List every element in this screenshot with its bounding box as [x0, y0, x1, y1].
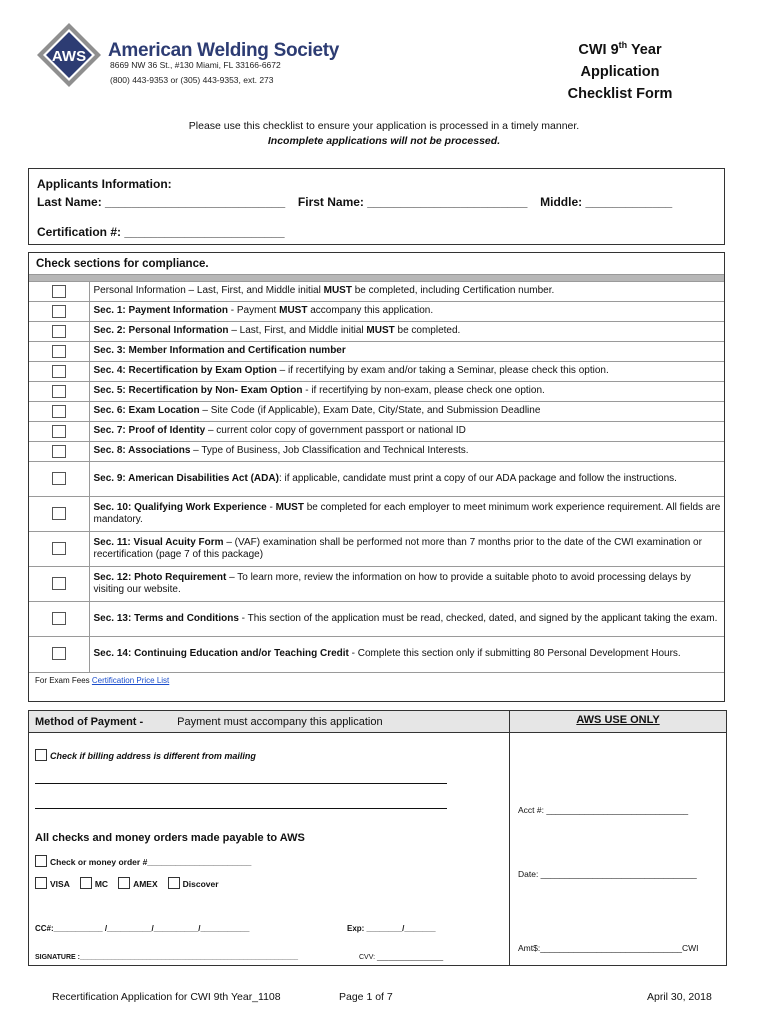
aws-use-heading: AWS USE ONLY — [510, 711, 726, 733]
checklist-row — [29, 302, 724, 322]
billing-checkbox[interactable] — [35, 749, 47, 761]
checklist-item-text: Sec. 10: Qualifying Work Experience - MUST be completed for each employer to meet minimum work experience requirement. All fields are mandatory. — [89, 497, 724, 532]
billing-line-1[interactable] — [35, 783, 447, 784]
checklist-item-text: Sec. 7: Proof of Identity – current color copy of government passport or national ID — [89, 422, 724, 442]
middle-name-field[interactable]: Middle: _____________ — [540, 195, 673, 209]
payment-method-panel — [29, 711, 509, 965]
compliance-checkbox[interactable] — [52, 285, 66, 298]
checklist-row — [29, 422, 724, 442]
org-phone: (800) 443-9353 or (305) 443-9353, ext. 273 — [110, 75, 274, 85]
checklist-row — [29, 567, 724, 602]
applicant-info-box — [28, 168, 725, 245]
checklist-row — [29, 402, 724, 422]
compliance-checkbox[interactable] — [52, 325, 66, 338]
footer-date: April 30, 2018 — [647, 991, 712, 1003]
checklist-item-text: Sec. 14: Continuing Education and/or Teaching Credit - Complete this section only if submitting 80 Personal Development Hours. — [89, 637, 724, 672]
card-checkbox[interactable] — [35, 877, 47, 889]
compliance-checkbox[interactable] — [52, 647, 66, 660]
card-option-mc[interactable]: MC — [80, 879, 108, 889]
card-checkbox[interactable] — [80, 877, 92, 889]
compliance-checkbox[interactable] — [52, 472, 66, 485]
check-money-checkbox[interactable] — [35, 855, 47, 867]
aws-use-panel — [509, 711, 726, 965]
card-option-amex[interactable]: AMEX — [118, 879, 158, 889]
checklist-item-text: Sec. 3: Member Information and Certification number — [89, 342, 724, 362]
exp-field[interactable]: Exp: ________/_______ — [347, 924, 436, 933]
checklist-item-text: Sec. 12: Photo Requirement – To learn more, review the information on how to provide a suitable photo to avoid processing delays by visiting our website. — [89, 567, 724, 602]
card-option-discover[interactable]: Discover — [168, 879, 219, 889]
checklist-item-text: Sec. 5: Recertification by Non- Exam Option - if recertifying by non-exam, please check one option. — [89, 382, 724, 402]
exam-fees-note: For Exam Fees Certification Price List — [29, 672, 724, 688]
name-line — [37, 193, 716, 211]
compliance-checkbox[interactable] — [52, 445, 66, 458]
logo-text: AWS — [51, 48, 87, 65]
compliance-checkbox[interactable] — [52, 365, 66, 378]
card-options — [35, 877, 229, 889]
billing-different-option[interactable]: Check if billing address is different from mailing — [35, 749, 256, 761]
form-title: CWI 9th Year Application Checklist Form — [567, 40, 673, 102]
compliance-heading: Check sections for compliance. — [29, 253, 724, 275]
signature-field[interactable]: SIGNATURE :________________________________________________________ — [35, 954, 298, 961]
first-name-field[interactable]: First Name: ________________________ — [297, 195, 528, 209]
checklist-row — [29, 637, 724, 672]
compliance-checkbox[interactable] — [52, 385, 66, 398]
checklist-row — [29, 497, 724, 532]
footer-document-name: Recertification Application for CWI 9th Year_1108 — [52, 991, 281, 1003]
last-name-field[interactable]: Last Name: ___________________________ — [37, 195, 286, 209]
checklist-item-text: Sec. 11: Visual Acuity Form – (VAF) examination shall be performed not more than 7 months prior to the date of the CWI examination or recertification (page 7 of this package) — [89, 532, 724, 567]
amount-field: Amt$:______________________________CWI — [518, 943, 699, 953]
checklist-item-text: Sec. 8: Associations – Type of Business, Job Classification and Technical Interests. — [89, 442, 724, 462]
intro-warning: Incomplete applications will not be processed. — [267, 135, 501, 147]
applicant-heading: Applicants Information: — [37, 177, 172, 191]
cc-number-field[interactable]: CC#:___________ /__________/__________/___________ — [35, 924, 250, 933]
price-list-link[interactable]: Certification Price List — [91, 675, 170, 685]
billing-line-2[interactable] — [35, 808, 447, 809]
checklist-item-text: Sec. 1: Payment Information - Payment MUST accompany this application. — [89, 302, 724, 322]
checklist-row — [29, 442, 724, 462]
certification-field[interactable]: Certification #: ________________________ — [37, 225, 285, 239]
checklist-row — [29, 602, 724, 637]
compliance-checkbox[interactable] — [52, 612, 66, 625]
checklist-row — [29, 322, 724, 342]
payment-section — [28, 710, 727, 966]
checklist-item-text: Personal Information – Last, First, and Middle initial MUST be completed, including Certification number. — [89, 282, 724, 302]
checklist-item-text: Sec. 2: Personal Information – Last, First, and Middle initial MUST be completed. — [89, 322, 724, 342]
card-checkbox[interactable] — [118, 877, 130, 889]
aws-logo — [36, 22, 102, 88]
cvv-field[interactable]: CVV: _________________ — [359, 954, 444, 961]
org-address: 8669 NW 36 St., #130 Miami, FL 33166-6672 — [110, 60, 281, 70]
checklist-item-text: Sec. 13: Terms and Conditions - This section of the application must be read, checked, dated, and signed by the applicant taking the exam. — [89, 602, 724, 637]
payment-heading: Method of Payment - Payment must accompany this application — [29, 711, 509, 733]
checklist-row — [29, 342, 724, 362]
checklist-table — [29, 281, 724, 672]
checklist-item-text: Sec. 6: Exam Location – Site Code (if Applicable), Exam Date, City/State, and Submission Deadline — [89, 402, 724, 422]
compliance-checkbox[interactable] — [52, 405, 66, 418]
payable-note: All checks and money orders made payable to AWS — [35, 832, 305, 844]
checklist-item-text: Sec. 9: American Disabilities Act (ADA): if applicable, candidate must print a copy of our ADA package and follow the instructions. — [89, 462, 724, 497]
intro-line: Please use this checklist to ensure your application is processed in a timely manner. — [188, 120, 580, 132]
acct-field: Acct #: ______________________________ — [518, 805, 689, 815]
compliance-checkbox[interactable] — [52, 542, 66, 555]
checklist-row — [29, 362, 724, 382]
page-header — [0, 0, 768, 110]
checklist-row — [29, 532, 724, 567]
compliance-checkbox[interactable] — [52, 577, 66, 590]
card-option-visa[interactable]: VISA — [35, 879, 70, 889]
checklist-row — [29, 462, 724, 497]
compliance-checkbox[interactable] — [52, 305, 66, 318]
compliance-checkbox[interactable] — [52, 507, 66, 520]
card-checkbox[interactable] — [168, 877, 180, 889]
compliance-checklist — [28, 252, 725, 702]
check-money-order-option[interactable]: Check or money order #______________________ — [35, 855, 251, 867]
org-name: American Welding Society — [108, 40, 340, 61]
checklist-row — [29, 382, 724, 402]
footer-page-number: Page 1 of 7 — [339, 991, 393, 1003]
date-field: Date: _________________________________ — [518, 869, 697, 879]
compliance-checkbox[interactable] — [52, 345, 66, 358]
compliance-checkbox[interactable] — [52, 425, 66, 438]
checklist-row — [29, 282, 724, 302]
checklist-item-text: Sec. 4: Recertification by Exam Option – if recertifying by exam and/or taking a Seminar, please check this option. — [89, 362, 724, 382]
